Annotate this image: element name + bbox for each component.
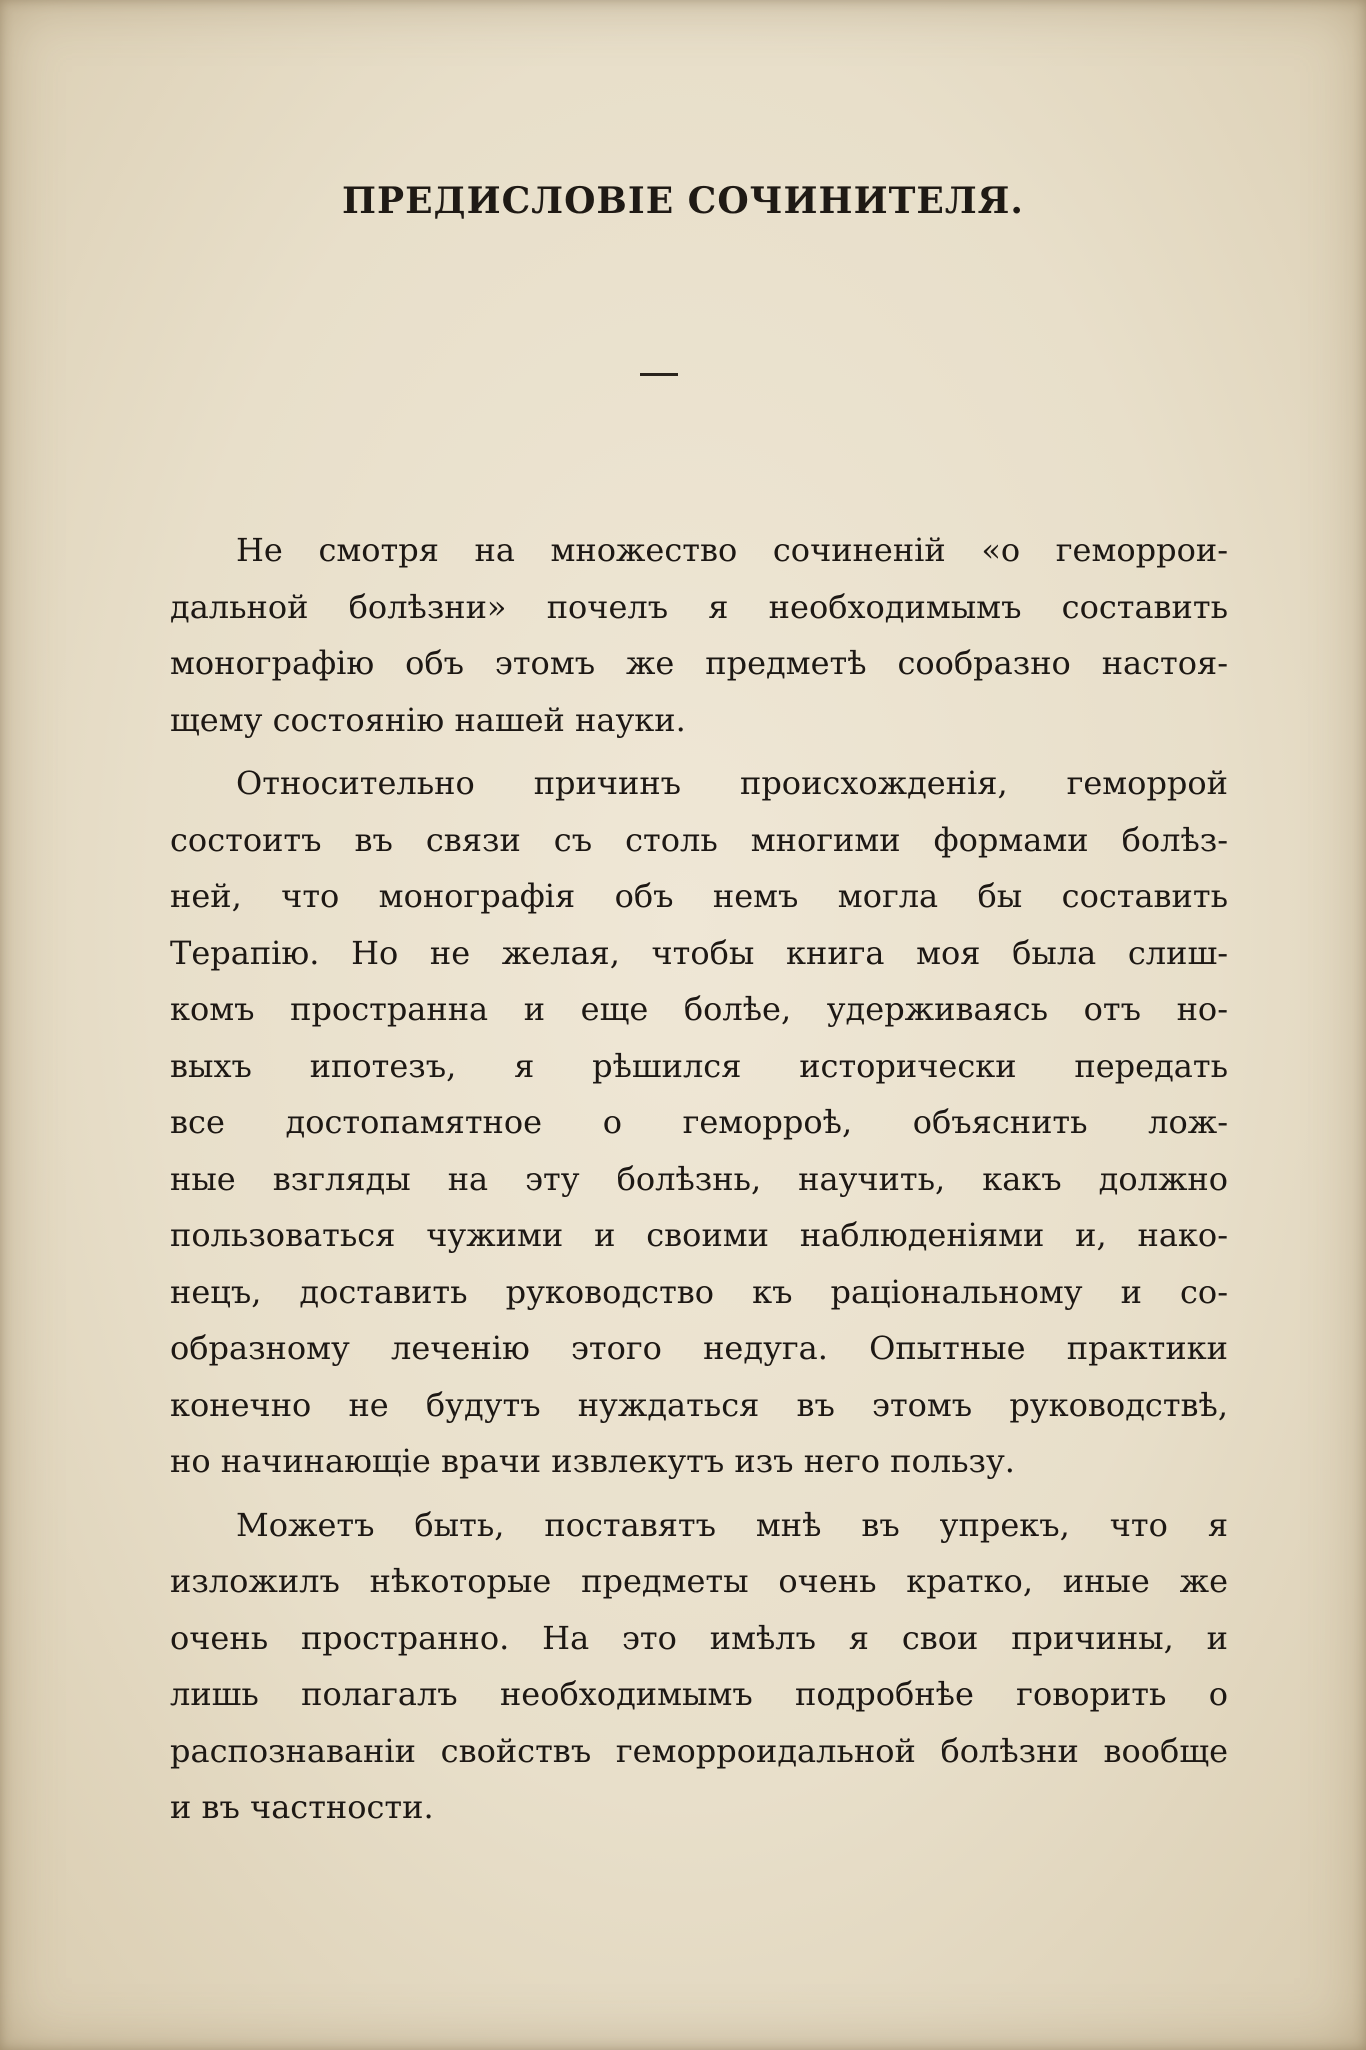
text-line: распознаваніи свойствъ геморроидальной болѣзни вообще — [170, 1731, 1228, 1770]
text-line: Относительно причинъ происхожденія, геморрой — [236, 764, 1228, 802]
text-line: и въ частности. — [170, 1788, 434, 1826]
text-line: нецъ, доставить руководство къ раціональному и со- — [170, 1272, 1228, 1311]
text-line: Терапію. Но не желая, чтобы книга моя была слиш- — [170, 933, 1228, 972]
text-line: состоитъ въ связи съ столь многими формами болѣз- — [170, 820, 1228, 859]
page-title: ПРЕДИСЛОВІЕ СОЧИНИТЕЛЯ. — [342, 180, 1024, 222]
title-divider — [640, 373, 678, 376]
paragraph-2 — [104, 755, 1228, 1490]
text-line: лишь полагалъ необходимымъ подробнѣе говорить о — [170, 1675, 1228, 1713]
paragraph-3 — [104, 1497, 1228, 1836]
text-line: щему состоянію нашей науки. — [170, 700, 686, 739]
text-line: комъ пространна и еще болѣе, удерживаясь отъ но- — [170, 990, 1228, 1028]
text-line: изложилъ нѣкоторые предметы очень кратко, иные же — [170, 1562, 1228, 1600]
text-line: ней, что монографія объ немъ могла бы составить — [170, 877, 1228, 915]
text-line: Не смотря на множество сочиненій «о геморрои- — [236, 531, 1228, 569]
text-line: монографію объ этомъ же предметѣ сообразно настоя- — [170, 644, 1228, 682]
text-line: очень пространно. На это имѣлъ я свои причины, и — [170, 1618, 1228, 1657]
text-line: конечно не будутъ нуждаться въ этомъ руководствѣ, — [170, 1385, 1228, 1424]
body-text — [104, 522, 1228, 1843]
paragraph-1 — [104, 522, 1228, 748]
text-line: пользоваться чужими и своими наблюденіями и, нако- — [170, 1216, 1228, 1254]
text-line: ные взгляды на эту болѣзнь, научить, какъ должно — [170, 1159, 1228, 1198]
text-line: Можетъ быть, поставятъ мнѣ въ упрекъ, что я — [236, 1505, 1228, 1544]
text-line: все достопамятное о геморроѣ, объяснить лож- — [170, 1103, 1228, 1141]
text-line: но начинающіе врачи извлекутъ изъ него пользу. — [170, 1442, 1015, 1480]
text-line: образному леченію этого недуга. Опытные практики — [170, 1329, 1228, 1367]
text-line: выхъ ипотезъ, я рѣшился исторически передать — [170, 1046, 1228, 1085]
text-line: дальной болѣзни» почелъ я необходимымъ составить — [170, 587, 1228, 626]
